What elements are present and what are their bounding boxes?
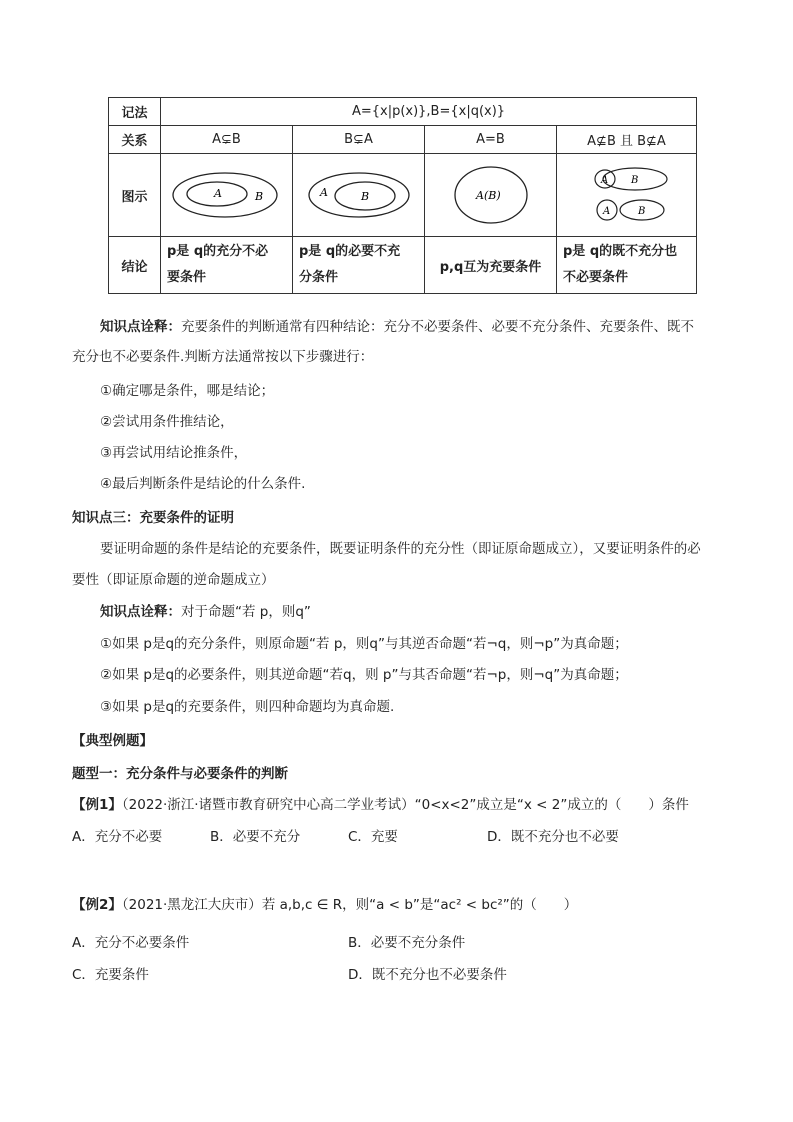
note1-line1: [100, 315, 694, 335]
step-item: ③再尝试用结论推条件，: [100, 445, 248, 461]
row-header-relation: 关系: [109, 126, 161, 154]
example-tag: 【例2】: [72, 897, 122, 913]
table-row: [109, 154, 697, 237]
examples-heading: 【典型例题】: [72, 733, 153, 749]
venn-label: A: [213, 187, 222, 200]
note-text: 对于命题“若 p，则q”: [181, 604, 311, 620]
table-row: [109, 126, 697, 154]
conclusion-cell: [293, 237, 425, 294]
conclusion-line: p,q互为充要条件: [439, 259, 542, 275]
conclusion-line: 分条件: [299, 270, 339, 285]
relation-cell: A=B: [425, 126, 557, 154]
conclusion-line: 要条件: [167, 270, 207, 285]
venn-diagram-1: [161, 154, 293, 237]
note-label: 知识点诠释：: [100, 604, 181, 620]
note-text: 充要条件的判断通常有四种结论：充分不必要条件、必要不充分条件、充要条件、既不: [181, 319, 694, 335]
row-header-notation: 记法: [109, 98, 161, 126]
step-item: ①确定哪是条件，哪是结论；: [100, 383, 275, 399]
section-text: 要证明命题的条件是结论的充要条件，既要证明条件的充分性（即证原命题成立），又要证明条件的必: [100, 541, 701, 557]
option-d[interactable]: D．既不充分也不必要条件: [348, 967, 507, 983]
option-c[interactable]: C．充要条件: [72, 967, 149, 983]
type-heading: 题型一：充分条件与必要条件的判断: [72, 766, 288, 782]
conclusion-line: p是 q的充分不必: [167, 244, 269, 259]
venn-diagram-4: [557, 154, 697, 237]
relation-cell: B⊊A: [293, 126, 425, 154]
notation-value: A={x|p(x)},B={x|q(x)}: [161, 98, 697, 126]
venn-label: B: [630, 175, 638, 186]
conclusion-line: 不必要条件: [563, 270, 629, 285]
condition-table: [108, 97, 697, 294]
conclusion-cell: [161, 237, 293, 294]
venn-diagram-2: [293, 154, 425, 237]
step-item: ②尝试用条件推结论，: [100, 414, 234, 430]
conclusion-cell: [425, 237, 557, 294]
note2-item: ②如果 p是q的必要条件，则其逆命题“若q，则 p”与其否命题“若¬p，则¬q”为真命题；: [100, 667, 628, 683]
example-2-question: [72, 893, 577, 913]
example-question-text: 若 a,b,c ∈ R，则“a < b”是“ac² < bc²”的（ ）: [261, 897, 578, 913]
note2-item: ③如果 p是q的充要条件，则四种命题均为真命题.: [100, 699, 395, 715]
option-d[interactable]: D．既不充分也不必要: [487, 829, 619, 845]
venn-label: B: [360, 190, 369, 203]
conclusion-cell: [557, 237, 697, 294]
step-item: ④最后判断条件是结论的什么条件.: [100, 476, 306, 492]
venn-label: A: [319, 186, 328, 199]
example-source: （2021·黑龙江大庆市）: [121, 897, 262, 913]
table-row: [109, 237, 697, 294]
note2-intro: [100, 600, 311, 620]
venn-label: A(B): [475, 189, 501, 202]
venn-label: A: [602, 206, 610, 217]
venn-diagram-3: [425, 154, 557, 237]
table-row: [109, 98, 697, 126]
option-c[interactable]: C．充要: [348, 829, 398, 845]
relation-cell: A⊊B: [161, 126, 293, 154]
example-1-question: [72, 793, 689, 813]
note-label: 知识点诠释：: [100, 319, 181, 335]
example-source: （2022·浙江·诸暨市教育研究中心高二学业考试）: [121, 797, 415, 813]
option-a[interactable]: A．充分不必要: [72, 829, 163, 845]
example-tag: 【例1】: [72, 797, 122, 813]
option-b[interactable]: B．必要不充分: [210, 829, 301, 845]
venn-label: B: [254, 190, 263, 203]
option-a[interactable]: A．充分不必要条件: [72, 935, 190, 951]
note1-line2: 充分也不必要条件.判断方法通常按以下步骤进行：: [72, 349, 374, 365]
relation-cell: A⊈B 且 B⊈A: [557, 126, 697, 154]
conclusion-line: p是 q的必要不充: [299, 244, 401, 259]
note2-item: ①如果 p是q的充分条件，则原命题“若 p，则q”与其逆否命题“若¬q，则¬p”为真命题；: [100, 636, 628, 652]
section-text: 要性（即证原命题的逆命题成立）: [72, 572, 275, 588]
row-header-conclusion: 结论: [109, 237, 161, 294]
venn-label: A: [600, 175, 608, 186]
conclusion-line: p是 q的既不充分也: [563, 244, 678, 259]
example-question-text: “0<x<2”成立是“x < 2”成立的（ ）条件: [414, 797, 689, 813]
venn-label: B: [637, 206, 645, 217]
section-heading: 知识点三：充要条件的证明: [72, 510, 234, 526]
option-b[interactable]: B．必要不充分条件: [348, 935, 466, 951]
row-header-diagram: 图示: [109, 154, 161, 237]
